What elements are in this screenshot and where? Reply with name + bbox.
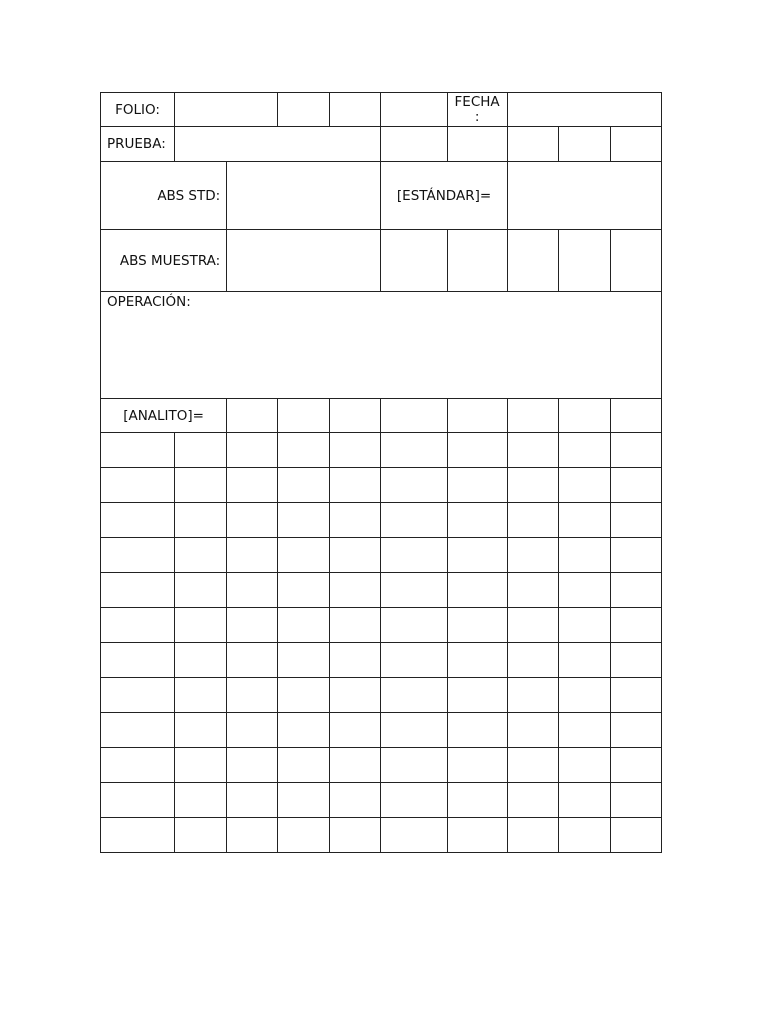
data-cell[interactable] [227, 573, 278, 608]
operacion-row [101, 292, 662, 399]
prueba-label: PRUEBA: [101, 127, 175, 162]
data-cell[interactable] [330, 573, 381, 608]
data-cell[interactable] [101, 468, 175, 503]
data-cell[interactable] [278, 678, 330, 713]
prueba-cell[interactable] [447, 127, 507, 162]
data-cell[interactable] [330, 748, 381, 783]
data-cell[interactable] [381, 433, 447, 468]
data-cell[interactable] [447, 433, 507, 468]
data-cell[interactable] [278, 433, 330, 468]
data-cell[interactable] [447, 713, 507, 748]
data-cell[interactable] [227, 748, 278, 783]
data-cell[interactable] [507, 713, 558, 748]
data-cell[interactable] [381, 818, 447, 853]
data-cell[interactable] [381, 538, 447, 573]
data-cell[interactable] [610, 713, 661, 748]
data-cell[interactable] [507, 573, 558, 608]
data-cell[interactable] [101, 503, 175, 538]
fecha-label-line1: FECHA [454, 93, 500, 110]
data-cell[interactable] [507, 468, 558, 503]
data-cell[interactable] [610, 748, 661, 783]
data-cell[interactable] [507, 678, 558, 713]
data-cell[interactable] [330, 468, 381, 503]
data-cell[interactable] [330, 783, 381, 818]
data-row [101, 573, 662, 608]
data-cell[interactable] [101, 783, 175, 818]
data-cell[interactable] [610, 818, 661, 853]
analito-cell[interactable] [330, 399, 381, 433]
data-cell[interactable] [447, 643, 507, 678]
data-cell[interactable] [278, 608, 330, 643]
prueba-row [101, 127, 662, 162]
folio-row [101, 93, 662, 127]
data-row [101, 433, 662, 468]
data-cell[interactable] [381, 678, 447, 713]
data-cell[interactable] [507, 433, 558, 468]
data-row [101, 713, 662, 748]
data-cell[interactable] [278, 643, 330, 678]
data-cell[interactable] [227, 503, 278, 538]
analito-cell[interactable] [610, 399, 661, 433]
data-cell[interactable] [558, 433, 610, 468]
data-cell[interactable] [101, 433, 175, 468]
data-cell[interactable] [101, 818, 175, 853]
data-cell[interactable] [610, 643, 661, 678]
analito-cell[interactable] [558, 399, 610, 433]
abs-std-field[interactable] [227, 162, 381, 230]
data-cell[interactable] [558, 713, 610, 748]
data-cell[interactable] [558, 468, 610, 503]
data-cell[interactable] [278, 713, 330, 748]
abs-muestra-label: ABS MUESTRA: [101, 230, 227, 292]
data-cell[interactable] [558, 608, 610, 643]
operacion-label: OPERACIÓN: [107, 294, 191, 310]
abs-std-label: ABS STD: [101, 162, 227, 230]
data-cell[interactable] [101, 573, 175, 608]
data-cell[interactable] [175, 748, 227, 783]
prueba-cell[interactable] [381, 127, 447, 162]
data-cell[interactable] [175, 573, 227, 608]
data-cell[interactable] [101, 748, 175, 783]
data-cell[interactable] [447, 783, 507, 818]
data-row [101, 608, 662, 643]
data-cell[interactable] [558, 678, 610, 713]
data-cell[interactable] [330, 608, 381, 643]
data-cell[interactable] [175, 783, 227, 818]
data-cell[interactable] [558, 503, 610, 538]
prueba-cell[interactable] [610, 127, 661, 162]
data-cell[interactable] [175, 818, 227, 853]
data-cell[interactable] [175, 503, 227, 538]
data-cell[interactable] [610, 433, 661, 468]
data-cell[interactable] [330, 643, 381, 678]
data-cell[interactable] [447, 818, 507, 853]
analito-cell[interactable] [278, 399, 330, 433]
analito-cell[interactable] [227, 399, 278, 433]
data-cell[interactable] [558, 538, 610, 573]
data-cell[interactable] [447, 678, 507, 713]
data-cell[interactable] [381, 713, 447, 748]
data-cell[interactable] [507, 643, 558, 678]
data-cell[interactable] [381, 468, 447, 503]
estandar-field[interactable] [507, 162, 661, 230]
data-cell[interactable] [175, 433, 227, 468]
prueba-cell[interactable] [558, 127, 610, 162]
data-cell[interactable] [278, 538, 330, 573]
prueba-cell[interactable] [507, 127, 558, 162]
data-cell[interactable] [447, 503, 507, 538]
data-row [101, 748, 662, 783]
data-cell[interactable] [227, 818, 278, 853]
data-cell[interactable] [175, 468, 227, 503]
data-cell[interactable] [447, 468, 507, 503]
data-cell[interactable] [507, 503, 558, 538]
abs-muestra-cell[interactable] [447, 230, 507, 292]
data-row [101, 783, 662, 818]
data-cell[interactable] [227, 608, 278, 643]
data-row [101, 503, 662, 538]
data-cell[interactable] [610, 538, 661, 573]
data-cell[interactable] [175, 678, 227, 713]
data-cell[interactable] [381, 783, 447, 818]
data-cell[interactable] [381, 748, 447, 783]
data-cell[interactable] [101, 643, 175, 678]
analito-label: [ANALITO]= [101, 399, 227, 433]
data-cell[interactable] [381, 573, 447, 608]
data-cell[interactable] [175, 713, 227, 748]
data-cell[interactable] [227, 678, 278, 713]
data-cell[interactable] [610, 503, 661, 538]
data-cell[interactable] [447, 538, 507, 573]
data-cell[interactable] [278, 503, 330, 538]
abs-muestra-cell[interactable] [610, 230, 661, 292]
data-cell[interactable] [278, 573, 330, 608]
data-cell[interactable] [610, 573, 661, 608]
folio-cell[interactable] [278, 93, 330, 127]
abs-muestra-field[interactable] [227, 230, 381, 292]
data-cell[interactable] [447, 573, 507, 608]
data-cell[interactable] [330, 678, 381, 713]
data-cell[interactable] [227, 433, 278, 468]
analito-row [101, 399, 662, 433]
data-row [101, 818, 662, 853]
data-cell[interactable] [381, 643, 447, 678]
analito-cell[interactable] [381, 399, 447, 433]
abs-muestra-cell[interactable] [507, 230, 558, 292]
estandar-label: [ESTÁNDAR]= [381, 162, 507, 230]
data-cell[interactable] [227, 538, 278, 573]
data-cell[interactable] [381, 608, 447, 643]
data-row [101, 538, 662, 573]
data-cell[interactable] [330, 713, 381, 748]
analito-cell[interactable] [507, 399, 558, 433]
operacion-field[interactable] [101, 292, 662, 399]
data-cell[interactable] [507, 748, 558, 783]
data-cell[interactable] [278, 783, 330, 818]
fecha-label-line2: : [474, 108, 480, 125]
data-cell[interactable] [101, 608, 175, 643]
data-cell[interactable] [101, 678, 175, 713]
folio-cell[interactable] [330, 93, 381, 127]
data-row [101, 468, 662, 503]
lab-form-table [100, 92, 662, 853]
data-cell[interactable] [330, 433, 381, 468]
fecha-label [447, 93, 507, 127]
data-cell[interactable] [278, 748, 330, 783]
abs-muestra-cell[interactable] [381, 230, 447, 292]
data-cell[interactable] [447, 748, 507, 783]
abs-muestra-row [101, 230, 662, 292]
data-cell[interactable] [381, 503, 447, 538]
data-cell[interactable] [330, 818, 381, 853]
prueba-field[interactable] [175, 127, 381, 162]
data-cell[interactable] [558, 818, 610, 853]
data-cell[interactable] [610, 608, 661, 643]
data-cell[interactable] [447, 608, 507, 643]
data-cell[interactable] [175, 643, 227, 678]
data-row [101, 643, 662, 678]
data-cell[interactable] [507, 783, 558, 818]
data-cell[interactable] [330, 538, 381, 573]
data-cell[interactable] [558, 748, 610, 783]
data-cell[interactable] [610, 783, 661, 818]
fecha-field[interactable] [507, 93, 661, 127]
analito-cell[interactable] [447, 399, 507, 433]
data-cell[interactable] [175, 538, 227, 573]
data-cell[interactable] [227, 713, 278, 748]
data-cell[interactable] [227, 643, 278, 678]
data-cell[interactable] [227, 468, 278, 503]
abs-muestra-cell[interactable] [558, 230, 610, 292]
data-cell[interactable] [558, 573, 610, 608]
data-cell[interactable] [558, 643, 610, 678]
data-cell[interactable] [507, 608, 558, 643]
folio-field[interactable] [175, 93, 278, 127]
data-cell[interactable] [175, 608, 227, 643]
folio-label: FOLIO: [101, 93, 175, 127]
data-cell[interactable] [227, 783, 278, 818]
data-row [101, 678, 662, 713]
folio-cell[interactable] [381, 93, 447, 127]
data-cell[interactable] [330, 503, 381, 538]
abs-std-row [101, 162, 662, 230]
data-cell[interactable] [101, 713, 175, 748]
data-cell[interactable] [278, 818, 330, 853]
data-cell[interactable] [507, 818, 558, 853]
data-cell[interactable] [507, 538, 558, 573]
data-cell[interactable] [101, 538, 175, 573]
data-cell[interactable] [610, 468, 661, 503]
data-cell[interactable] [610, 678, 661, 713]
data-cell[interactable] [278, 468, 330, 503]
data-cell[interactable] [558, 783, 610, 818]
